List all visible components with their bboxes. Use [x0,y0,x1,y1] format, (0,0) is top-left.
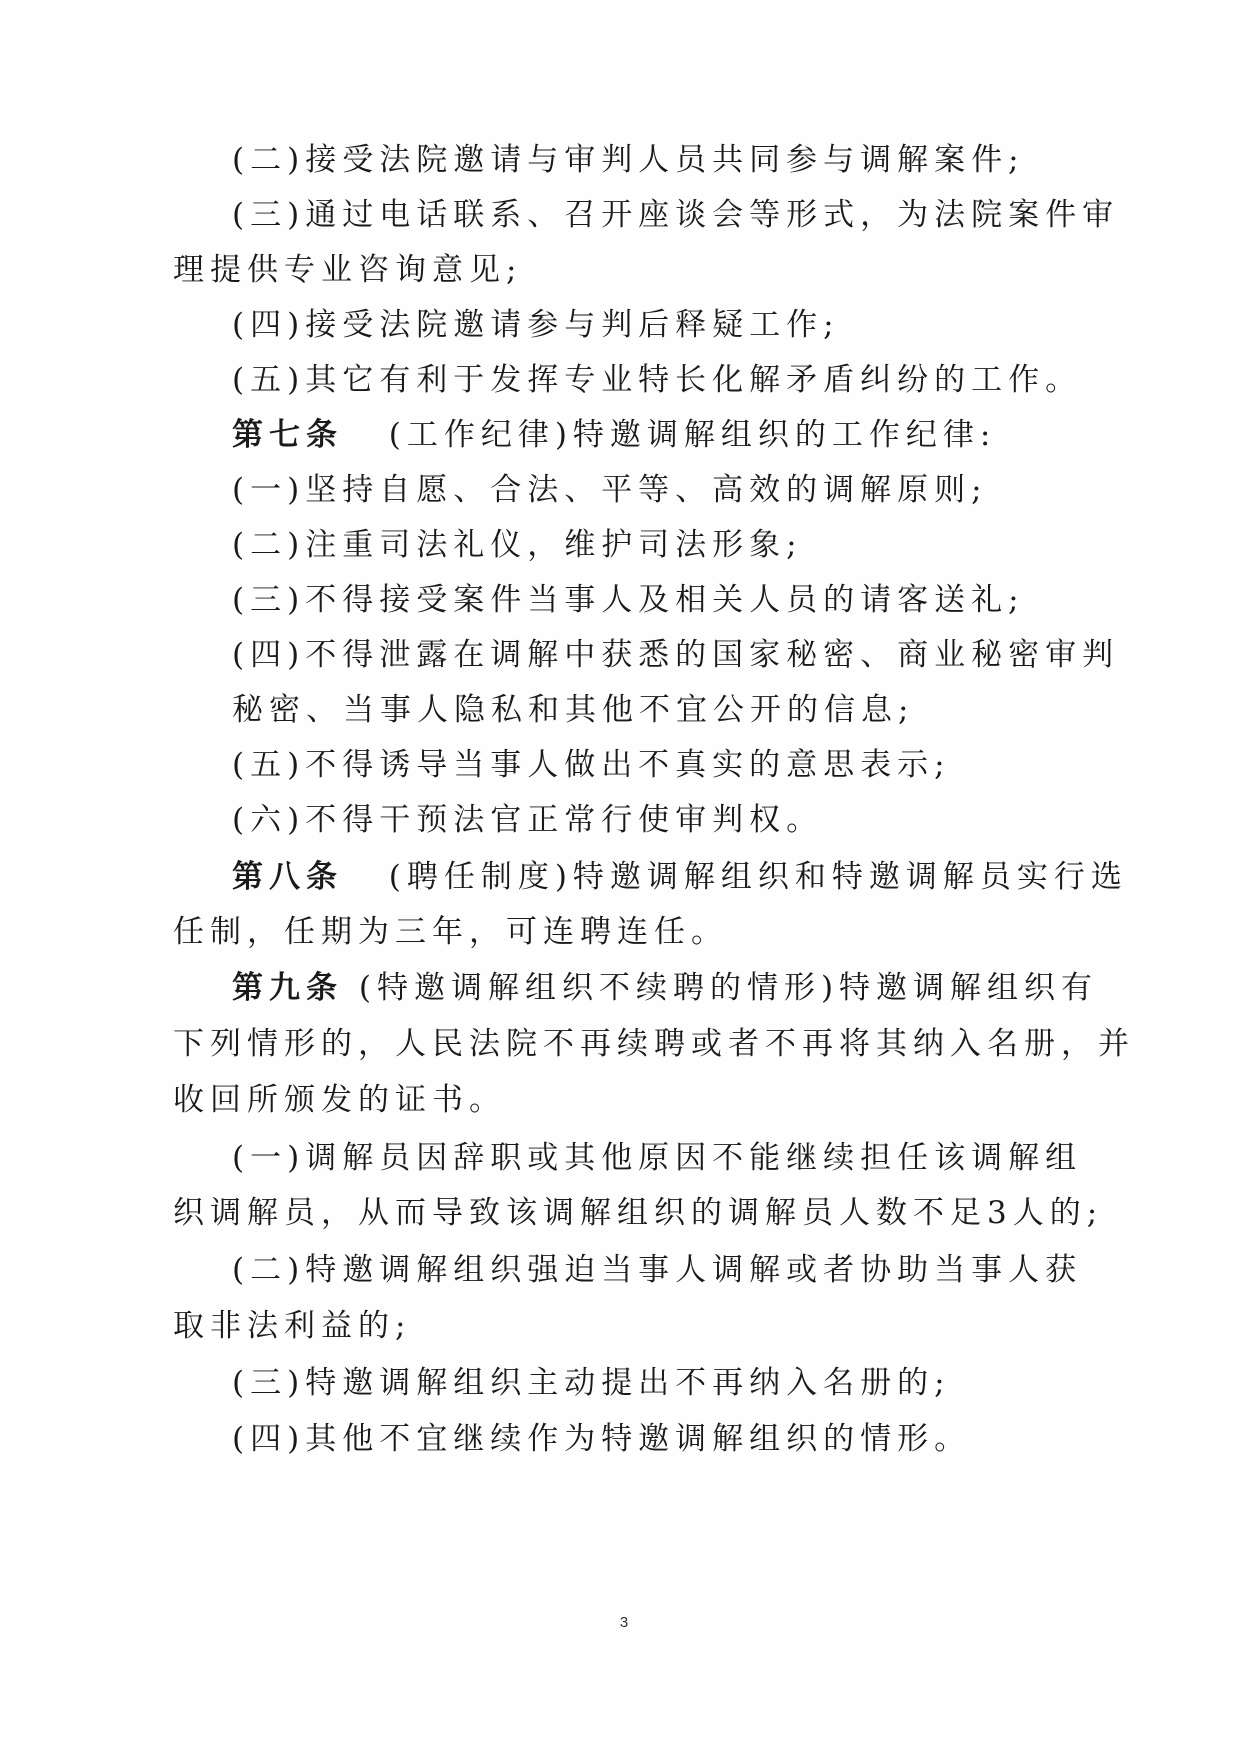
text-line: (四)接受法院邀请参与判后释疑工作; [232,307,840,343]
text-line: (五)不得诱导当事人做出不真实的意思表示; [232,747,951,783]
article-number: 第七条 [232,417,343,453]
text-line: (四)不得泄露在调解中获悉的国家秘密、商业秘密审判 [232,637,1120,673]
text-line: (二)注重司法礼仪，维护司法形象; [232,527,803,563]
text-line: 织调解员，从而导致该调解组织的调解员人数不足3人的; [173,1195,1104,1231]
text-line: 理提供专业咨询意见; [173,252,523,288]
text-line: 收回所颁发的证书。 [173,1082,506,1118]
text-line: 下列情形的，人民法院不再续聘或者不再将其纳入名册，并 [173,1026,1135,1062]
text-line: (一)调解员因辞职或其他原因不能继续担任该调解组 [232,1140,1083,1176]
text-line: 秘密、当事人隐私和其他不宜公开的信息; [232,692,915,728]
article-heading-line: 第七条 (工作纪律)特邀调解组织的工作纪律: [232,417,997,453]
text-line: (五)其它有利于发挥专业特长化解矛盾纠纷的工作。 [232,362,1083,398]
page-number: 3 [619,1614,629,1631]
text-line: (三)特邀调解组织主动提出不再纳入名册的; [232,1365,951,1401]
text-line: (二)特邀调解组织强迫当事人调解或者协助当事人获 [232,1252,1083,1288]
text-line: (一)坚持自愿、合法、平等、高效的调解原则; [232,472,988,508]
text-line: (二)接受法院邀请与审判人员共同参与调解案件; [232,142,1025,178]
text-line: (三)通过电话联系、召开座谈会等形式，为法院案件审 [232,197,1120,233]
text-line: (三)不得接受案件当事人及相关人员的请客送礼; [232,582,1025,618]
article-heading-line: 第九条 (特邀调解组织不续聘的情形)特邀调解组织有 [232,970,1099,1006]
article-heading-line: 第八条 (聘任制度)特邀调解组织和特邀调解员实行选 [232,859,1128,895]
text-line: (六)不得干预法官正常行使审判权。 [232,802,824,838]
article-number: 第九条 [232,970,343,1006]
article-number: 第八条 [232,859,343,895]
text-line: 取非法利益的; [173,1308,412,1344]
text-line: (四)其他不宜继续作为特邀调解组织的情形。 [232,1421,972,1457]
text-line: 任制，任期为三年，可连聘连任。 [173,914,728,950]
